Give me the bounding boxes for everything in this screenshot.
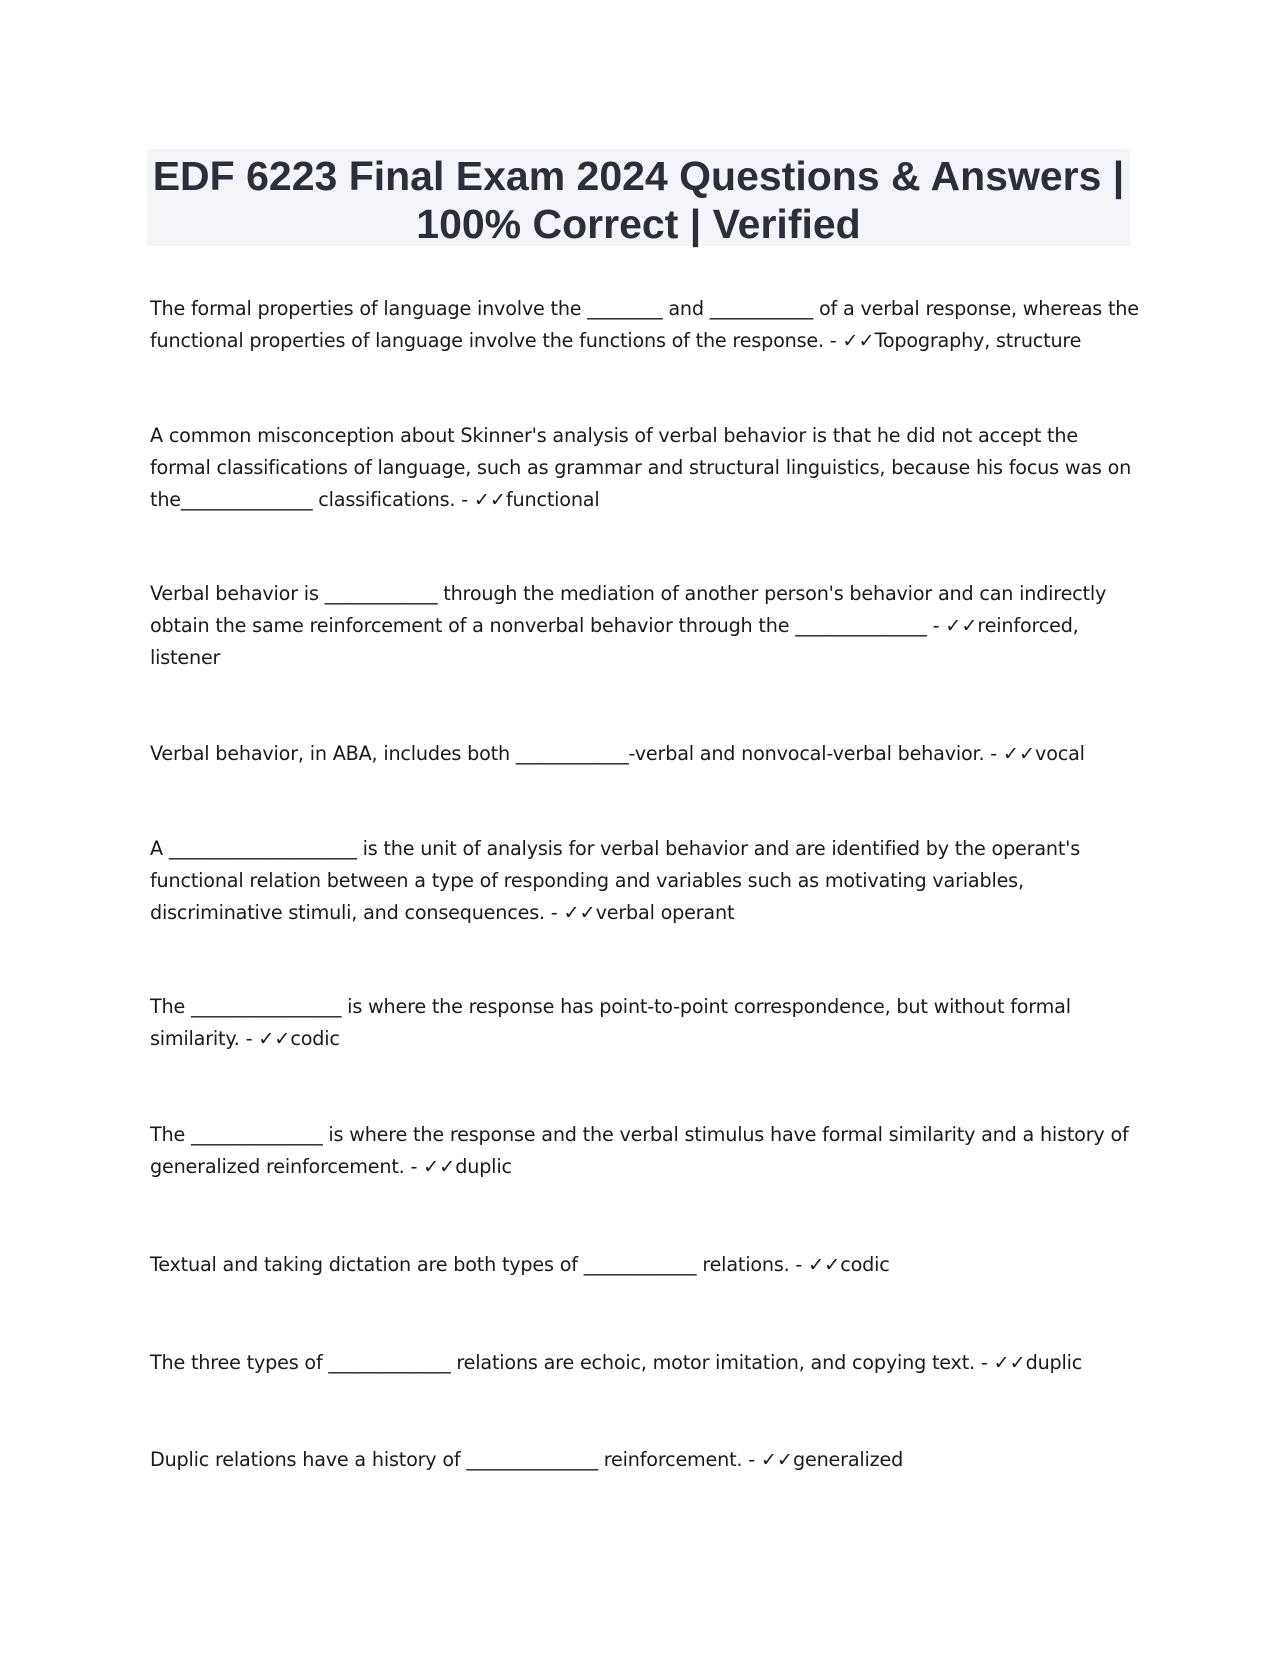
question-text: Verbal behavior, in ABA, includes both ____________-verbal and nonvocal-verbal behavior. bbox=[150, 742, 985, 765]
qa-item-10 bbox=[150, 1444, 1140, 1476]
question-text: Verbal behavior is ____________ through the mediation of another person's behavior and can indirectly obtain the same reinforcement of a nonverbal behavior through the ______________ bbox=[150, 582, 1107, 637]
title-banner bbox=[147, 149, 1130, 246]
qa-item-7 bbox=[150, 1119, 1140, 1183]
qa-item-5 bbox=[150, 833, 1140, 929]
answer-text: duplic bbox=[455, 1155, 512, 1178]
double-check-icon: ✓✓ bbox=[945, 614, 978, 637]
answer-text: duplic bbox=[1025, 1351, 1083, 1374]
answer-text: codic bbox=[290, 1027, 340, 1050]
answer-separator: - bbox=[239, 1027, 259, 1050]
answer-separator: - bbox=[544, 901, 564, 924]
double-check-icon: ✓✓ bbox=[842, 329, 875, 352]
double-check-icon: ✓✓ bbox=[993, 1351, 1026, 1374]
answer-separator: - bbox=[404, 1155, 424, 1178]
qa-item-4 bbox=[150, 738, 1140, 770]
question-text: A ____________________ is the unit of analysis for verbal behavior and are identified by the operant's functional relation between a type of responding and variables such as motivating variables, discriminative stimuli, and consequences. bbox=[150, 837, 1081, 924]
double-check-icon: ✓✓ bbox=[563, 901, 596, 924]
question-text: Duplic relations have a history of ______________ reinforcement. bbox=[150, 1448, 743, 1471]
answer-separator: - bbox=[823, 329, 843, 352]
answer-separator: - bbox=[455, 488, 474, 511]
answer-separator: - bbox=[742, 1448, 761, 1471]
qa-item-3 bbox=[150, 578, 1140, 674]
qa-item-1 bbox=[150, 293, 1140, 357]
answer-separator: - bbox=[984, 742, 1003, 765]
double-check-icon: ✓✓ bbox=[258, 1027, 291, 1050]
double-check-icon: ✓✓ bbox=[473, 488, 506, 511]
question-text: A common misconception about Skinner's analysis of verbal behavior is that he did not accept the formal classifications of language, such as grammar and structural linguistics, because his focus was on the______________ classifications. bbox=[150, 424, 1132, 511]
answer-text: reinforced, listener bbox=[150, 614, 1079, 669]
answer-separator: - bbox=[789, 1253, 809, 1276]
question-text: Textual and taking dictation are both types of ____________ relations. bbox=[150, 1253, 790, 1276]
double-check-icon: ✓✓ bbox=[760, 1448, 794, 1471]
document-title: EDF 6223 Final Exam 2024 Questions & Answers | 100% Correct | Verified bbox=[152, 153, 1125, 247]
question-text: The three types of _____________ relations are echoic, motor imitation, and copying text. bbox=[150, 1351, 975, 1374]
question-text: The formal properties of language involve the ________ and ___________ of a verbal response, whereas the functional properties of language involve the functions of the response. bbox=[150, 297, 1139, 352]
question-text: The ________________ is where the response has point-to-point correspondence, but without formal similarity. bbox=[150, 995, 1071, 1050]
answer-separator: - bbox=[974, 1351, 994, 1374]
answer-text: codic bbox=[840, 1253, 890, 1276]
answer-text: Topography, structure bbox=[874, 329, 1082, 352]
answer-separator: - bbox=[926, 614, 946, 637]
qa-item-9 bbox=[150, 1347, 1140, 1379]
double-check-icon: ✓✓ bbox=[423, 1155, 456, 1178]
double-check-icon: ✓✓ bbox=[808, 1253, 841, 1276]
qa-item-8 bbox=[150, 1249, 1140, 1281]
answer-text: vocal bbox=[1035, 742, 1085, 765]
answer-text: functional bbox=[506, 488, 600, 511]
answer-text: generalized bbox=[793, 1448, 904, 1471]
qa-item-6 bbox=[150, 991, 1140, 1055]
qa-item-2 bbox=[150, 420, 1140, 516]
answer-text: verbal operant bbox=[595, 901, 735, 924]
question-text: The ______________ is where the response and the verbal stimulus have formal similarity and a history of generalized reinforcement. bbox=[150, 1123, 1129, 1178]
double-check-icon: ✓✓ bbox=[1002, 742, 1036, 765]
